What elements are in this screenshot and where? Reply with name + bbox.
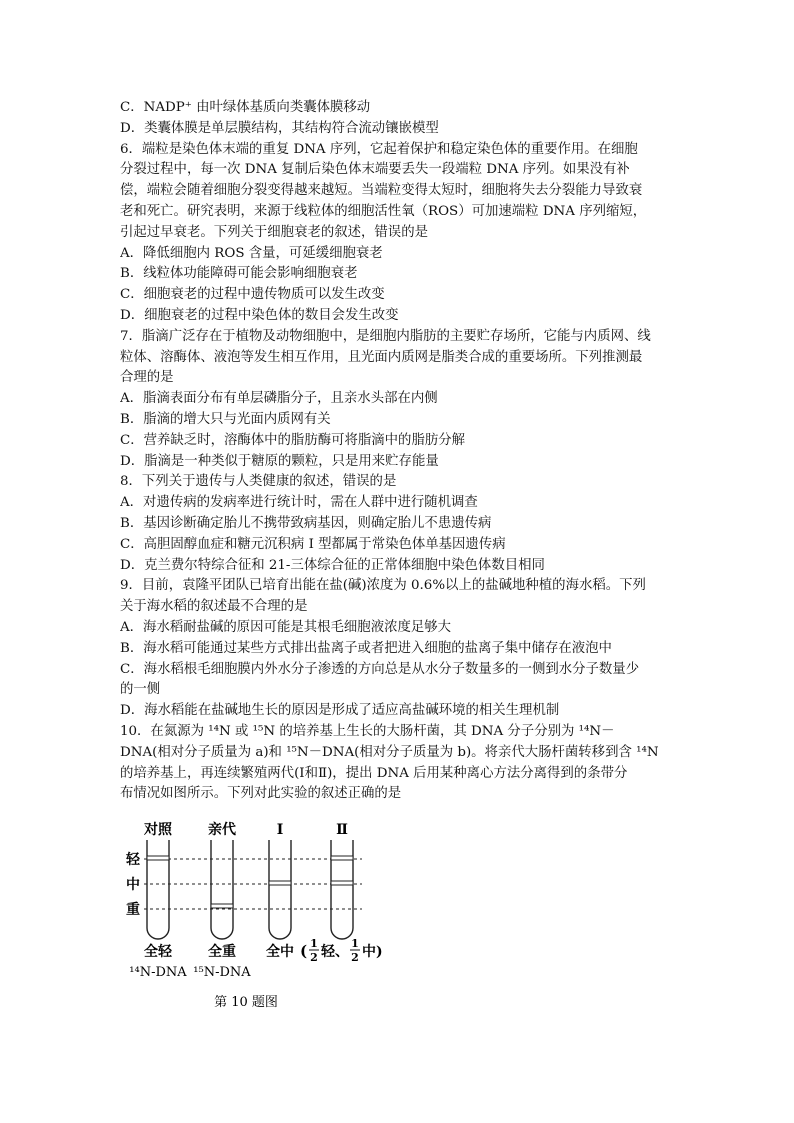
fraction-numerator: 1 — [310, 937, 318, 950]
dna-band-heavy — [211, 904, 233, 908]
result-label-all-middle: 全中 — [266, 944, 294, 960]
question-6-stem: 偿，端粒会随着细胞分裂变得越来越短。当端粒变得太短时，细胞将失去分裂能力导致衰 — [120, 183, 643, 199]
fraction-numerator: 1 — [351, 937, 359, 950]
question-7-stem: 合理的是 — [120, 370, 174, 386]
sub-label-14n-dna: ¹⁴N-DNA — [129, 965, 187, 980]
tube-title-generation-1: Ⅰ — [276, 822, 284, 838]
dna-band-light — [331, 856, 353, 860]
question-7-stem: 7．脂滴广泛存在于植物及动物细胞中，是细胞内脂肪的主要贮存场所，它能与内质网、线 — [120, 328, 651, 344]
question-6-option: D．细胞衰老的过程中染色体的数目会发生改变 — [120, 307, 399, 323]
centrifuge-tubes-diagram — [116, 814, 416, 1019]
open-paren: ( — [300, 942, 308, 960]
sub-label-15n-dna: ¹⁵N-DNA — [193, 965, 251, 980]
tube-title-parent: 亲代 — [208, 822, 236, 838]
test-tube — [331, 840, 353, 939]
question-10-stem: 的培养基上，再连续繁殖两代(Ⅰ和Ⅱ)，提出 DNA 后用某种离心方法分离得到的条带分 — [120, 765, 628, 781]
question-6-option: B．线粒体功能障碍可能会影响细胞衰老 — [120, 266, 358, 282]
question-7-option: D．脂滴是一种类似于糖原的颗粒，只是用来贮存能量 — [120, 453, 439, 469]
question-9-option: D．海水稻能在盐碱地生长的原因是形成了适应高盐碱环境的相关生理机制 — [120, 703, 560, 719]
result-label-all-light: 全轻 — [144, 944, 172, 960]
question-text — [120, 98, 675, 805]
dna-band-light — [147, 856, 169, 860]
question-10-stem: 10．在氮源为 ¹⁴N 或 ¹⁵N 的培养基上生长的大肠杆菌，其 DNA 分子分别为 ¹⁴N－ — [120, 723, 615, 739]
question-7-option: C．营养缺乏时，溶酶体中的脂肪酶可将脂滴中的脂肪分解 — [120, 432, 466, 448]
question-8-stem: 8．下列关于遗传与人类健康的叙述，错误的是 — [120, 474, 397, 490]
question-6-option: C．细胞衰老的过程中遗传物质可以发生改变 — [120, 287, 385, 303]
test-tube — [269, 840, 291, 939]
question-9-option: A．海水稻耐盐碱的原因可能是其根毛细胞液浓度足够大 — [120, 619, 452, 635]
test-tube — [211, 840, 233, 939]
dna-band-middle — [331, 881, 353, 885]
question-9-option: B．海水稻可能通过某些方式排出盐离子或者把进入细胞的盐离子集中储存在液泡中 — [120, 640, 612, 656]
question-8-option: A．对遗传病的发病率进行统计时，需在人群中进行随机调查 — [120, 495, 478, 511]
result-word-middle: 中) — [362, 944, 383, 960]
question-9-stem: 关于海水稻的叙述最不合理的是 — [120, 599, 308, 615]
question-6-stem: 老和死亡。研究表明，来源于线粒体的细胞活性氧（ROS）可加速端粒 DNA 序列缩短， — [120, 203, 647, 219]
question-10-stem: 布情况如图所示。下列对此实验的叙述正确的是 — [120, 786, 402, 802]
question-7-option: A．脂滴表面分布有单层磷脂分子，且亲水头部在内侧 — [120, 391, 438, 407]
tube-title-generation-2: Ⅱ — [336, 822, 348, 838]
figure-caption: 第 10 题图 — [214, 995, 278, 1010]
question-7-option: B．脂滴的增大只与光面内质网有关 — [120, 411, 331, 427]
result-label-half-light-half-middle — [300, 937, 383, 964]
result-label-all-heavy: 全重 — [208, 944, 236, 960]
question-10-stem: DNA(相对分子质量为 a)和 ¹⁵N－DNA(相对分子质量为 b)。将亲代大肠杆菌转移到含 ¹⁴N — [120, 744, 659, 760]
question-9-option: 的一侧 — [120, 682, 161, 698]
fraction-denominator: 2 — [310, 951, 318, 964]
test-tube — [147, 840, 169, 939]
row-label-heavy: 重 — [126, 902, 140, 918]
question-8-option: B．基因诊断确定胎儿不携带致病基因，则确定胎儿不患遗传病 — [120, 515, 492, 531]
question-6-stem: 6．端粒是染色体末端的重复 DNA 序列，它起着保护和稳定染色体的重要作用。在细胞 — [120, 141, 638, 157]
question-7-stem: 粒体、溶酶体、液泡等发生相互作用，且光面内质网是脂类合成的重要场所。下列推测最 — [120, 349, 643, 365]
result-word-light: 轻、 — [321, 944, 349, 960]
question-6-stem: 引起过早衰老。下列关于细胞衰老的叙述，错误的是 — [120, 224, 428, 240]
row-label-light: 轻 — [126, 852, 140, 868]
row-label-middle: 中 — [126, 877, 140, 893]
question-8-option: C．高胆固醇血症和糖元沉积病 I 型都属于常染色体单基因遗传病 — [120, 536, 506, 552]
question-6-option: A．降低细胞内 ROS 含量，可延缓细胞衰老 — [120, 245, 383, 261]
option-line: D．类囊体膜是单层膜结构，其结构符合流动镶嵌模型 — [120, 120, 439, 136]
question-6-stem: 分裂过程中，每一次 DNA 复制后染色体末端要丢失一段端粒 DNA 序列。如果没有补 — [120, 162, 630, 178]
fraction-denominator: 2 — [351, 951, 359, 964]
question-8-option: D．克兰费尔特综合征和 21-三体综合征的正常体细胞中染色体数目相同 — [120, 557, 545, 573]
question-9-option: C．海水稻根毛细胞膜内外水分子渗透的方向总是从水分子数量多的一侧到水分子数量少 — [120, 661, 640, 677]
tube-title-control: 对照 — [144, 822, 172, 838]
dna-band-middle — [269, 881, 291, 885]
question-10-figure — [116, 814, 416, 1019]
option-line: C．NADP⁺ 由叶绿体基质向类囊体膜移动 — [120, 100, 371, 115]
question-9-stem: 9．目前，袁隆平团队已培育出能在盐(碱)浓度为 0.6%以上的盐碱地种植的海水稻。下列 — [120, 578, 646, 594]
